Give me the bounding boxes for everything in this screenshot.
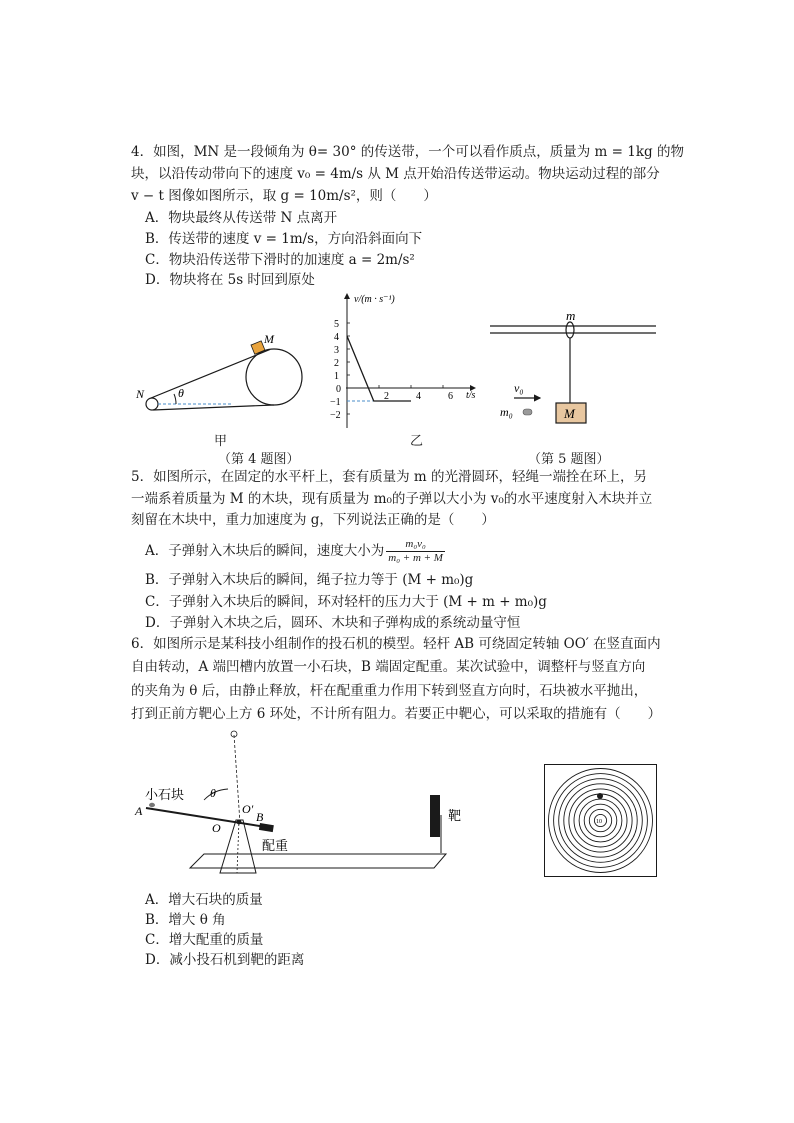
y-axis-label: v/(m · s⁻¹) — [354, 294, 395, 305]
vertical-dashed — [234, 735, 240, 823]
fraction-denominator: m₀ + m + M — [388, 552, 443, 564]
label-theta: θ — [210, 786, 216, 800]
stand-pyramid — [220, 820, 256, 873]
label-N: N — [136, 387, 145, 401]
bullseye-label: 10 — [596, 819, 602, 825]
figure-5-ring-block — [486, 308, 661, 436]
belt-upper — [151, 350, 270, 399]
q4-stem-line-1: 4．如图，MN 是一段倾角为 θ= 30° 的传送带，一个可以看作质点，质量为 m = 1kg 的物 — [131, 144, 684, 160]
q6-stem-line-2: 自由转动，A 端凹槽内放置一小石块，B 端固定配重。某次试验中，调整杆与竖直方向 — [131, 659, 646, 675]
q6-stem-line-1: 6．如图所示是某科技小组制作的投石机的模型。轻杆 AB 可绕固定转轴 OO′ 在竖直面内 — [131, 636, 661, 652]
large-pulley — [246, 349, 302, 405]
bullet — [523, 409, 532, 415]
belt-lower — [153, 405, 274, 410]
velocity-series-line — [347, 336, 411, 401]
base-board — [190, 854, 446, 868]
y-tick-5: 5 — [334, 319, 339, 330]
x-tick-2: 2 — [384, 391, 389, 402]
y-tick-neg1: −1 — [330, 397, 341, 408]
label-M: M — [564, 406, 575, 421]
q5-option-c: C．子弹射入木块后的瞬间，环对轻杆的压力大于 (M + m + m₀)g — [145, 594, 547, 610]
q4-stem-line-2: 块，以沿传动带向下的速度 v₀ = 4m/s 从 M 点开始沿传送带运动。物块运动过程的部分 — [131, 166, 660, 182]
q5-option-a — [145, 534, 447, 568]
q5-stem-line-2: 一端系着质量为 M 的木块，现有质量为 m₀的子弹以大小为 v₀的水平速度射入木块并立 — [131, 491, 653, 507]
figure-4a-caption: 甲 — [214, 434, 228, 449]
counterweight — [259, 823, 274, 832]
x-tick-4: 4 — [416, 391, 421, 402]
q6-option-d: D．减小投石机到靶的距离 — [145, 952, 305, 968]
q4-option-b: B．传送带的速度 v = 1m/s，方向沿斜面向下 — [145, 231, 423, 247]
figure-4b-caption: 乙 — [410, 434, 424, 449]
y-tick-neg2: −2 — [330, 410, 341, 421]
figure-4-conveyor — [128, 325, 318, 435]
q5-option-b: B．子弹射入木块后的瞬间，绳子拉力等于 (M + m₀)g — [145, 572, 474, 588]
target-board — [430, 795, 440, 837]
y-tick-2: 2 — [334, 358, 339, 369]
y-tick-4: 4 — [334, 332, 339, 343]
fraction-numerator: m₀v₀ — [386, 538, 445, 552]
figure-5-caption: （第 5 题图） — [528, 452, 610, 467]
ring — [566, 322, 574, 338]
q4-option-c: C．物块沿传送带下滑时的加速度 a = 2m/s² — [145, 252, 415, 268]
q4-option-a: A．物块最终从传送带 N 点离开 — [145, 210, 338, 226]
q4-stem-line-3: v − t 图像如图所示，取 g = 10m/s²，则（ ） — [131, 188, 437, 204]
label-O: O — [212, 821, 221, 835]
q5-option-d: D．子弹射入木块之后，圆环、木块和子弹构成的系统动量守恒 — [145, 615, 521, 631]
stand-edge — [237, 820, 239, 873]
pivot-O — [237, 820, 242, 825]
hit-mark — [597, 793, 603, 799]
label-stone: 小石块 — [145, 787, 185, 802]
angle-arc — [174, 394, 176, 404]
theta-arc — [204, 789, 228, 800]
q6-stem-line-3: 的夹角为 θ 后，由静止释放，杆在配重重力作用下转到竖直方向时，石块被水平抛出， — [131, 683, 648, 699]
q6-option-a: A．增大石块的质量 — [145, 892, 263, 908]
label-O-prime: O′ — [242, 802, 254, 816]
x-axis-label: t/s — [466, 390, 476, 401]
label-A: A — [135, 804, 143, 818]
figure-6-target-face — [544, 764, 658, 878]
label-m: m — [566, 308, 576, 323]
label-counterweight: 配重 — [262, 838, 289, 853]
q5-stem-line-3: 刻留在木块中，重力加速度为 g，下列说法正确的是（ ） — [131, 512, 495, 528]
label-target: 靶 — [448, 808, 462, 823]
q6-stem-line-4: 打到正前方靶心上方 6 环处，不计所有阻力。若要正中靶心，可以采取的措施有（ ） — [131, 706, 662, 722]
q5-option-a-text: A．子弹射入木块后的瞬间，速度大小为 — [145, 543, 385, 559]
label-v0: v₀ — [514, 381, 524, 395]
y-tick-0: 0 — [336, 384, 341, 395]
figure-4-vt-graph — [330, 288, 480, 432]
figure-6-catapult — [128, 725, 468, 880]
figure-4-caption: （第 4 题图） — [218, 452, 300, 467]
label-B: B — [256, 810, 264, 824]
label-theta: θ — [178, 386, 184, 400]
label-m0: m₀ — [500, 405, 513, 419]
y-tick-1: 1 — [334, 371, 339, 382]
y-tick-3: 3 — [334, 345, 339, 356]
small-pulley — [146, 398, 158, 410]
stone — [149, 803, 155, 807]
q6-option-b: B．增大 θ 角 — [145, 912, 226, 928]
label-M: M — [264, 332, 274, 346]
q4-option-d: D．物块将在 5s 时回到原处 — [145, 272, 315, 288]
q5-stem-line-1: 5．如图所示，在固定的水平杆上，套有质量为 m 的光滑圆环，轻绳一端拴在环上，另 — [131, 469, 647, 485]
q6-option-c: C．增大配重的质量 — [145, 932, 264, 948]
x-tick-6: 6 — [448, 391, 453, 402]
q5-option-a-fraction — [386, 538, 445, 565]
